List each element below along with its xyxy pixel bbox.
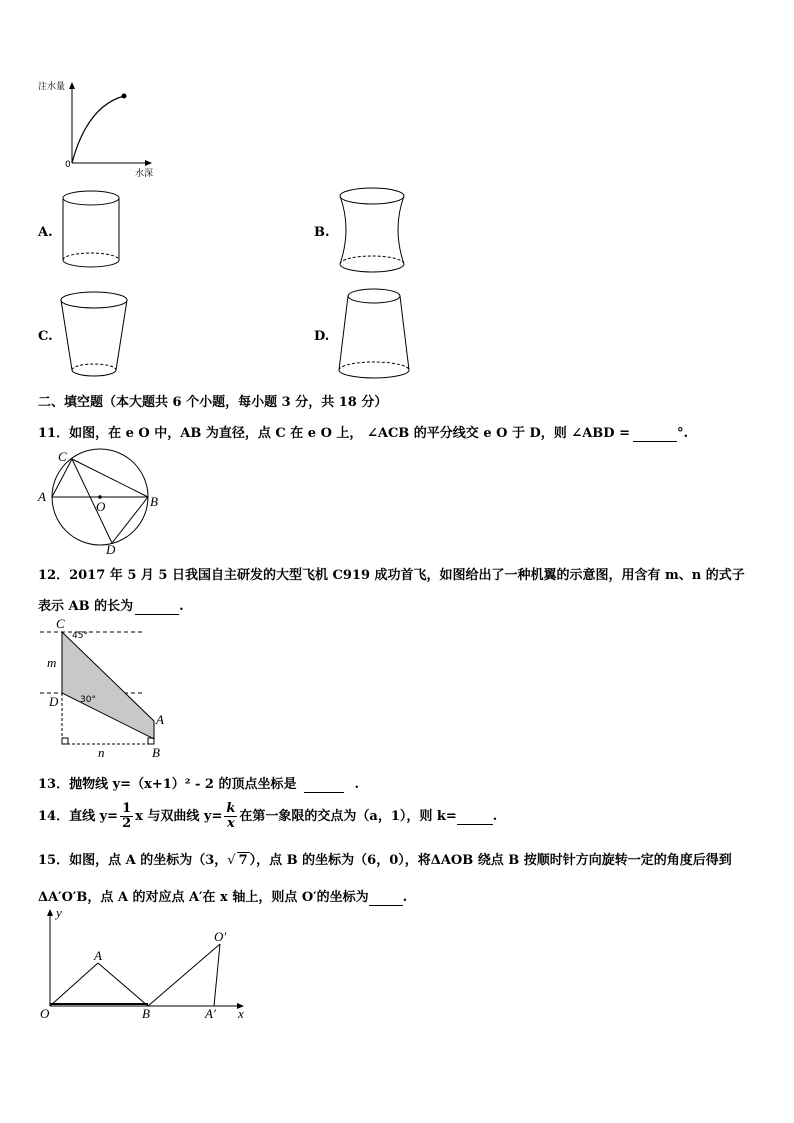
- q15-suffix: .: [402, 890, 408, 905]
- q11-text: [38, 422, 688, 442]
- q15-sqrt-value: 7: [238, 853, 248, 868]
- option-c-label: C.: [38, 329, 53, 344]
- q12-angle-45: 45°: [72, 631, 88, 641]
- q11-label-o: O: [96, 499, 106, 514]
- q14-fraction-k-over-x: $\frac{k}{x}$: [226, 801, 236, 831]
- q15-label-a2: A′: [205, 1006, 216, 1021]
- q14-text: [38, 802, 497, 831]
- q15-label-x: x: [238, 1006, 244, 1021]
- q15-rest: ），点 B 的坐标为（6，0），将ΔAOB 绕点 B 按顺时针方向旋转一定的角度后得到: [249, 853, 732, 868]
- q14-rest: 在第一象限的交点为（a，1），则 k=: [239, 809, 457, 824]
- sqrt-icon: √: [227, 853, 236, 868]
- q15-stem: ΔA′O′B，点 A 的对应点 A′在 x 轴上，则点 O′的坐标为: [38, 890, 369, 905]
- q12-label-m: m: [47, 655, 57, 670]
- shape-cup-wide-top: [58, 288, 138, 383]
- q12-line1: 12．2017 年 5 月 5 日我国自主研发的大型飞机 C919 成功首飞，如图给出了一种机翼的示意图，用含有 m、n 的式子: [38, 568, 745, 583]
- q15-line1: [38, 849, 732, 868]
- q13-answer-blank[interactable]: [304, 777, 344, 793]
- q14-prefix: 14．直线 y=: [38, 809, 119, 824]
- q12-wing-diagram: [36, 622, 176, 754]
- q15-label-b: B: [142, 1006, 150, 1021]
- q13-suffix: .: [354, 777, 359, 792]
- shape-cylinder: [58, 188, 128, 273]
- q12-angle-30: 30°: [80, 695, 96, 705]
- option-a-label: A.: [38, 225, 53, 240]
- q12-suffix: .: [179, 599, 184, 614]
- q12-answer-blank[interactable]: [135, 599, 179, 615]
- graph-x-label: 水深: [135, 169, 154, 179]
- q11-answer-blank[interactable]: [633, 426, 677, 442]
- shape-concave: [334, 184, 414, 279]
- q14-mid: x 与双曲线 y=: [135, 809, 223, 824]
- q11-stem: 11．如图，在 e O 中，AB 为直径，点 C 在 e O 上， ∠ACB 的平分线交 e O 于 D，则 ∠ABD =: [38, 426, 630, 441]
- q12-stem: 表示 AB 的长为: [38, 599, 134, 614]
- q15-prefix: 15．如图，点 A 的坐标为（3，: [38, 853, 228, 868]
- q13-text: [38, 773, 359, 793]
- q15-label-a: A: [94, 948, 102, 963]
- q11-label-d: D: [106, 542, 116, 557]
- q11-suffix: °.: [676, 426, 688, 441]
- q14-suffix: .: [492, 809, 498, 824]
- q11-label-b: B: [150, 494, 158, 509]
- q14-answer-blank[interactable]: [457, 809, 493, 825]
- q12-label-a: A: [156, 712, 164, 727]
- q12-label-d: D: [49, 694, 59, 709]
- q15-label-o2: O′: [214, 929, 227, 944]
- option-b-label: B.: [314, 225, 330, 240]
- q12-label-n: n: [98, 745, 105, 760]
- graph-origin: 0: [65, 160, 71, 170]
- q14-fraction-half: $\frac{1}{2}$: [122, 801, 132, 831]
- q15-label-y: y: [56, 905, 62, 920]
- option-d-label: D.: [314, 329, 330, 344]
- q13-stem: 13．抛物线 y=（x+1）² - 2 的顶点坐标是: [38, 777, 297, 792]
- q11-label-c: C: [58, 449, 67, 464]
- section-title: 二、填空题（本大题共 6 个小题，每小题 3 分，共 18 分）: [38, 395, 388, 410]
- q12-label-c: C: [56, 616, 65, 631]
- shape-cup-wide-bottom: [334, 284, 414, 384]
- graph-y-label: 注水量: [38, 82, 66, 92]
- q11-label-a: A: [38, 489, 46, 504]
- q15-line2: [38, 886, 407, 906]
- q15-label-o: O: [40, 1006, 50, 1021]
- q12-line2: [38, 595, 184, 615]
- q12-label-b: B: [152, 745, 160, 760]
- water-graph: [30, 78, 170, 178]
- q15-answer-blank[interactable]: [369, 890, 403, 906]
